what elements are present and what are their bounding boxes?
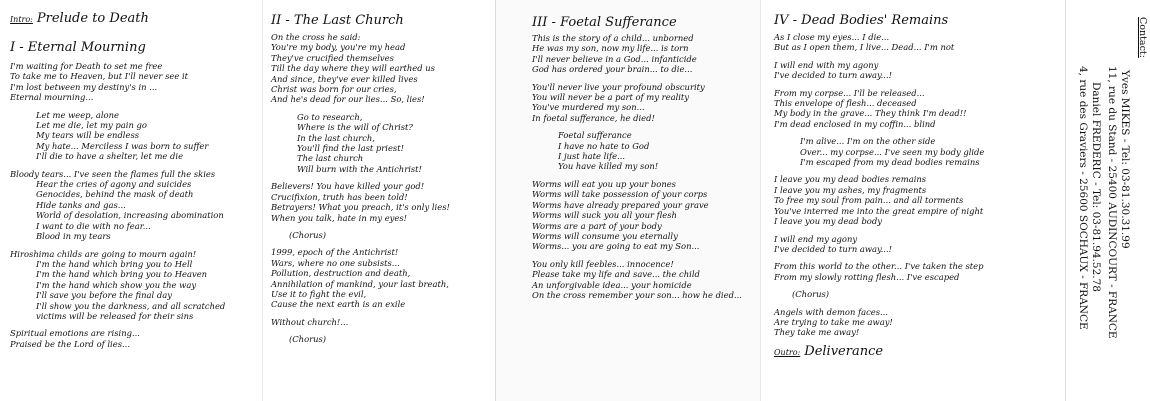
- lyric-line: I'm the hand which bring you to Heaven: [36, 269, 208, 280]
- stanza-gap: [10, 321, 225, 328]
- lyric-line: victims will be released for their sins: [36, 310, 194, 321]
- lyric-line: Bloody tears... I've seen the flames full the skies: [10, 168, 216, 179]
- lyric-line: I leave you my ashes, my fragments: [774, 184, 927, 195]
- outro-heading: [774, 344, 984, 359]
- stanza-gap: [774, 254, 984, 261]
- lyric-line: I'm alive... I'm on the other side: [800, 136, 936, 147]
- lyric-line: Believers! You have killed your god!: [271, 181, 425, 192]
- chorus-marker: (Chorus): [792, 289, 830, 300]
- lyric-line: An unforgivable idea... your homicide: [532, 279, 692, 290]
- stanza-gap: [532, 252, 742, 259]
- contact-line: Yves MIKES - Tel: 03-81.30.31.99: [1119, 70, 1131, 249]
- lyric-line: Let me weep, alone: [36, 109, 119, 120]
- lyric-line: Worms have already prepared your grave: [532, 199, 709, 210]
- lyric-line: I have no hate to God: [558, 140, 650, 151]
- lyric-line: Till the day where they will earthed us: [271, 63, 435, 74]
- lyric-line: Hear the cries of agony and suicides: [36, 179, 192, 190]
- stanza-gap: [774, 282, 984, 289]
- lyric-line: I'll die to have a shelter, let me die: [36, 151, 184, 162]
- contact-line: 11, rue du Stand - 25400 AUDINCOURT - FRANCE: [1106, 66, 1118, 339]
- lyric-line: Eternal mourning...: [10, 92, 94, 103]
- lyric-line: I'm waiting for Death to set me free: [10, 61, 163, 71]
- lyric-line: They've crucified themselves: [271, 52, 394, 63]
- lyric-line: Christ was born for our cries,: [271, 84, 397, 95]
- lyric-line: Will burn with the Antichrist!: [297, 163, 422, 174]
- chorus-marker: (Chorus): [289, 229, 327, 240]
- stanza-gap: [271, 105, 450, 112]
- lyric-line: You only kill feebles... innocence!: [532, 258, 674, 269]
- lyric-line: Blood in my tears: [36, 231, 111, 242]
- lyric-line: I will end my agony: [774, 233, 858, 244]
- lyric-line: He was my son, now my life... is torn: [532, 43, 689, 54]
- lyric-line: Betrayers! What you preach, it's only lies!: [271, 202, 450, 213]
- contact-title: Contact:: [1137, 17, 1148, 58]
- stanza-gap: [271, 310, 450, 317]
- lyric-line: God has ordered your brain... to die...: [532, 64, 693, 75]
- stanza-gap: [532, 75, 742, 82]
- stanza-gap: [10, 103, 225, 110]
- lyric-line: When you talk, hate in my eyes!: [271, 212, 408, 223]
- song-title: II - The Last Church: [271, 13, 404, 28]
- lyric-line: Hiroshima childs are going to mourn again!: [10, 248, 197, 259]
- lyric-line: You've interred me into the great empire of night: [774, 205, 984, 216]
- lyric-line: I leave you my dead bodies remains: [774, 174, 927, 185]
- stanza-gap: [271, 327, 450, 334]
- lyric-line: Hide tanks and gas...: [36, 199, 126, 210]
- stanza-gap: [774, 227, 984, 234]
- stanza-gap: [271, 174, 450, 181]
- contact-block: [1066, 0, 1150, 380]
- stanza-gap: [774, 300, 984, 307]
- lyric-line: They take me away!: [774, 327, 860, 338]
- lyric-line: In the last church,: [297, 132, 375, 143]
- lyric-line: Cause the next earth is an exile: [271, 299, 406, 310]
- contact-line: Daniel FREDERIC - Tel: 03-81.94.52.78: [1090, 82, 1102, 292]
- lyric-line: World of desolation, increasing abomination: [36, 210, 224, 221]
- lyric-line: In foetal sufferance, he died!: [532, 112, 655, 123]
- lyric-line: I've decided to turn away...!: [774, 243, 893, 254]
- lyric-line: Crucifixion, truth has been told!: [271, 191, 408, 202]
- stanza-gap: [10, 242, 225, 249]
- lyric-line: Praised be the Lord of lies...: [10, 338, 130, 349]
- stanza-gap: [271, 223, 450, 230]
- lyric-line: Spiritual emotions are rising...: [10, 328, 140, 339]
- lyric-line: I'll save you before the final day: [36, 290, 172, 301]
- lyric-line: You have killed my son!: [558, 161, 659, 172]
- panel-song-4-outro: [760, 0, 1066, 401]
- song-lyrics: [774, 32, 984, 338]
- lyric-line: Go to research,: [297, 111, 363, 122]
- song-lyrics: [532, 33, 742, 300]
- contact-line: 4, rue des Graviers - 25600 SOCHAUX - FRANCE: [1077, 66, 1089, 330]
- lyric-line: From my slowly rotting flesh... I've escaped: [774, 271, 960, 282]
- lyric-line: I leave you my dead body: [774, 216, 882, 227]
- lyric-line: This envelope of flesh... deceased: [774, 98, 917, 109]
- lyric-line: I've decided to turn away...!: [774, 70, 893, 81]
- lyric-line: You'll find the last priest!: [297, 143, 404, 154]
- lyric-line: I want to die with no fear...: [36, 220, 151, 231]
- lyric-line: And since, they've ever killed lives: [271, 73, 418, 84]
- lyric-line: Worms will consume you eternally: [532, 230, 678, 241]
- lyric-line: The last church: [297, 153, 364, 164]
- lyric-line: I'm escaped from my dead bodies remains: [800, 157, 980, 168]
- lyric-line: Worms will suck you all your flesh: [532, 210, 677, 221]
- stanza-gap: [774, 167, 984, 174]
- stanza-gap: [271, 240, 450, 247]
- lyric-line: My hate... Merciless I was born to suffer: [36, 140, 209, 151]
- lyric-line: I'm the hand which bring you to Hell: [36, 258, 193, 269]
- lyric-line: My body in the grave... They think I'm dead!!: [774, 108, 967, 119]
- lyric-line: From my corpse... I'll be released...: [774, 87, 925, 98]
- intro-label: Intro:: [10, 15, 33, 24]
- lyric-line: I'll show you the darkness, and all scratched: [36, 300, 226, 311]
- lyric-line: From this world to the other... I've taken the step: [774, 261, 984, 272]
- lyric-line: My tears will be endless: [36, 130, 140, 141]
- lyric-line: To take me to Heaven, but I'll never see it: [10, 71, 189, 82]
- lyric-line: Worms... you are going to eat my Son...: [532, 241, 700, 252]
- lyric-line: Foetal sufferance: [558, 130, 632, 141]
- chorus-marker: (Chorus): [289, 334, 327, 345]
- lyric-line: This is the story of a child... unborned: [532, 33, 694, 43]
- lyric-line: Worms are a part of your body: [532, 220, 662, 231]
- lyric-line: On the cross remember your son... how he died...: [532, 289, 742, 300]
- lyric-line: Worms will eat you up your bones: [532, 178, 676, 189]
- lyric-line: You'll never live your profound obscurity: [532, 81, 705, 92]
- lyric-line: You've murdered my son...: [532, 102, 645, 113]
- lyric-line: Where is the will of Christ?: [297, 122, 413, 133]
- song-lyrics: [10, 61, 225, 349]
- intro-title: Prelude to Death: [36, 11, 149, 26]
- stanza-gap: [774, 129, 984, 136]
- lyric-line: Over... my corpse... I've seen my body glide: [800, 146, 985, 157]
- lyric-line: You're my body, you're my head: [271, 42, 406, 53]
- lyric-line: Genocides, behind the mask of death: [36, 189, 194, 200]
- outro-title: Deliverance: [804, 343, 884, 359]
- lyric-line: Please take my life and save... the child: [532, 269, 700, 280]
- intro-heading: [10, 11, 225, 26]
- panel-intro-song-1: [0, 0, 262, 401]
- lyric-line: Are trying to take me away!: [774, 316, 893, 327]
- panel-song-2: [262, 0, 496, 401]
- lyric-line: 1999, epoch of the Antichrist!: [271, 247, 399, 258]
- lyric-line: I will end with my agony: [774, 59, 879, 70]
- song-lyrics: [271, 32, 450, 345]
- lyric-line: On the cross he said:: [271, 32, 361, 42]
- lyric-line: And he's dead for our lies... So, lies!: [271, 94, 425, 105]
- lyric-line: You will never be a part of my reality: [532, 92, 690, 103]
- song-title: III - Foetal Sufferance: [532, 15, 677, 30]
- stanza-gap: [774, 81, 984, 88]
- stanza-gap: [774, 53, 984, 60]
- lyric-line: Use it to fight the evil,: [271, 288, 367, 299]
- song-title: I - Eternal Mourning: [10, 40, 146, 55]
- lyric-line: Pollution, destruction and death,: [271, 268, 411, 279]
- panel-contact: [1065, 0, 1150, 401]
- lyric-line: I'm the hand which show you the way: [36, 279, 197, 290]
- panel-song-3: [495, 0, 761, 401]
- outro-label: Outro:: [774, 347, 801, 357]
- lyric-line: Worms will take possession of your corps: [532, 189, 708, 200]
- lyric-line: To free my soul from pain... and all torments: [774, 195, 964, 206]
- lyric-line: I just hate life...: [558, 151, 626, 162]
- stanza-gap: [532, 123, 742, 130]
- lyric-line: Without church!...: [271, 316, 349, 327]
- lyric-line: I'm lost between my destiny's in ...: [10, 81, 158, 92]
- lyric-line: As I close my eyes... I die...: [774, 32, 890, 42]
- lyric-line: I'm dead enclosed in my coffin... blind: [774, 118, 936, 129]
- stanza-gap: [10, 162, 225, 169]
- stanza-gap: [532, 172, 742, 179]
- lyric-line: Let me die, let my pain go: [36, 120, 147, 131]
- lyric-line: I'll never believe in a God... infanticide: [532, 53, 697, 64]
- lyric-line: Wars, where no one subsists...: [271, 257, 400, 268]
- lyric-line: Annihilation of mankind, your last breath,: [271, 278, 449, 289]
- lyric-line: But as I open them, I live... Dead... I'm not: [774, 42, 955, 53]
- lyric-line: Angels with demon faces...: [774, 306, 889, 317]
- song-title: IV - Dead Bodies' Remains: [774, 13, 949, 28]
